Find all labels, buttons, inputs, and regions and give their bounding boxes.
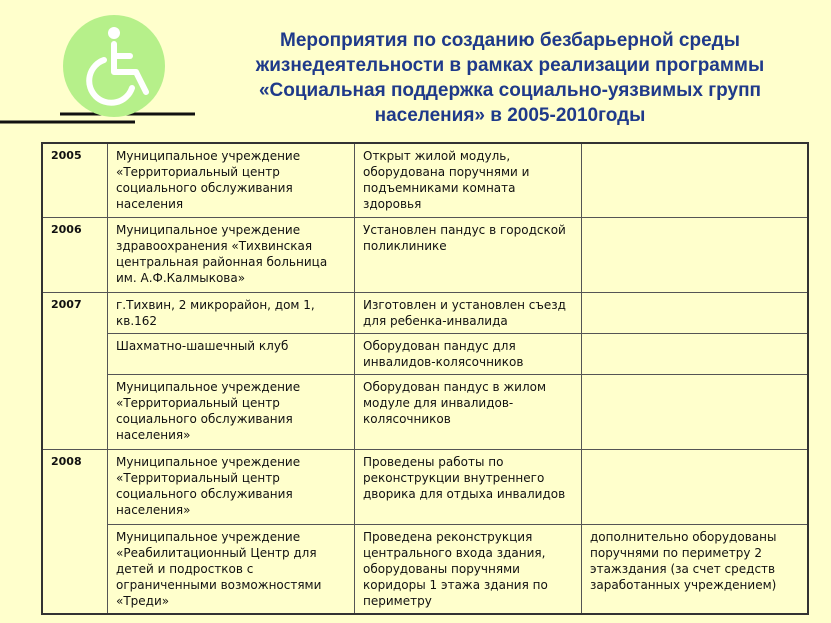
action-cell: Установлен пандус в городской поликлинике <box>355 217 582 292</box>
year-cell: 2006 <box>42 217 108 292</box>
note-cell <box>582 333 809 374</box>
institution-cell: Муниципальное учреждение «Территориальный центр социального обслуживания населения» <box>108 449 355 524</box>
institution-cell: г.Тихвин, 2 микрорайон, дом 1, кв.162 <box>108 292 355 333</box>
action-cell: Оборудован пандус в жилом модуле для инвалидов-колясочников <box>355 374 582 449</box>
events-table <box>41 142 809 615</box>
note-cell <box>582 374 809 449</box>
note-cell <box>582 449 809 524</box>
wheelchair-logo <box>0 0 210 135</box>
table-row <box>42 449 808 524</box>
title-line: жизнедеятельности в рамках реализации программы <box>255 55 765 76</box>
page-title <box>205 28 815 128</box>
note-cell <box>582 217 809 292</box>
title-line: населения» в 2005-2010годы <box>374 105 646 126</box>
note-cell: дополнительно оборудованы поручнями по периметру 2 этажздания (за счет средств заработанных учреждением) <box>582 524 809 614</box>
table-row <box>42 333 808 374</box>
table-row <box>42 292 808 333</box>
year-cell: 2008 <box>42 449 108 614</box>
action-cell: Изготовлен и установлен съезд для ребенка-инвалида <box>355 292 582 333</box>
year-cell: 2007 <box>42 292 108 449</box>
note-cell <box>582 292 809 333</box>
title-line: «Социальная поддержка социально-уязвимых групп <box>258 80 762 101</box>
note-cell <box>582 143 809 217</box>
table-row <box>42 374 808 449</box>
year-cell: 2005 <box>42 143 108 217</box>
action-cell: Проведены работы по реконструкции внутреннего дворика для отдыха инвалидов <box>355 449 582 524</box>
institution-cell: Муниципальное учреждение здравоохранения «Тихвинская центральная районная больница им. А.Ф.Калмыкова» <box>108 217 355 292</box>
table-row <box>42 143 808 217</box>
institution-cell: Муниципальное учреждение «Реабилитационный Центр для детей и подростков с ограниченными возможностями «Треди» <box>108 524 355 614</box>
action-cell: Проведена реконструкция центрального входа здания, оборудованы поручнями коридоры 1 этажа здания по периметру <box>355 524 582 614</box>
action-cell: Открыт жилой модуль, оборудована поручнями и подъемниками комната здоровья <box>355 143 582 217</box>
table-row <box>42 217 808 292</box>
title-line: Мероприятия по созданию безбарьерной среды <box>280 30 740 51</box>
institution-cell: Шахматно-шашечный клуб <box>108 333 355 374</box>
institution-cell: Муниципальное учреждение «Территориальный центр социального обслуживания населения <box>108 143 355 217</box>
action-cell: Оборудован пандус для инвалидов-колясочников <box>355 333 582 374</box>
table-row <box>42 524 808 614</box>
institution-cell: Муниципальное учреждение «Территориальный центр социального обслуживания населения» <box>108 374 355 449</box>
